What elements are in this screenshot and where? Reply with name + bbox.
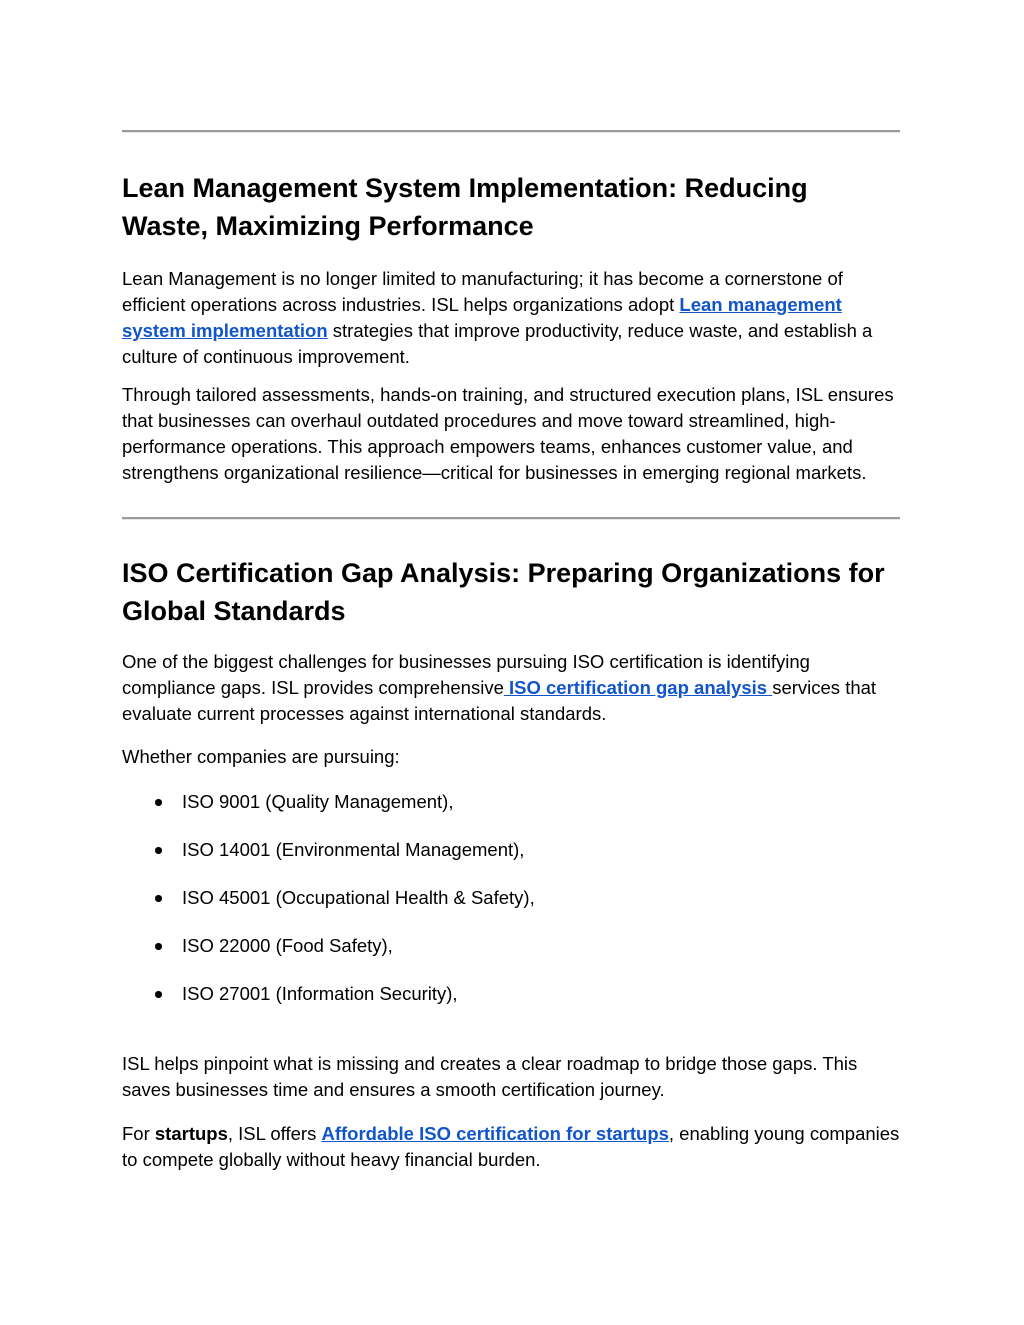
list-item [122, 933, 900, 959]
link-lean-management-system-implementation[interactable]: Lean management system implementation [122, 294, 842, 341]
section1-para1 [122, 266, 900, 370]
iso-standards-list [122, 789, 900, 1007]
para-text: For [122, 1123, 155, 1144]
list-item-label: ISO 9001 (Quality Management), [182, 791, 454, 812]
para-text: , ISL offers [227, 1123, 322, 1144]
para-text: Lean Management is no longer limited to manufacturing; it has become a cornerstone of efficient operations across industries. ISL helps organizations adopt [122, 268, 843, 315]
section-divider [122, 517, 900, 520]
list-item [122, 837, 900, 863]
section2-para4 [122, 1121, 900, 1173]
list-item-label: ISO 22000 (Food Safety), [182, 935, 393, 956]
link-iso-certification-gap-analysis[interactable]: ISO certification gap analysis [503, 677, 773, 698]
bullet-icon [155, 895, 162, 902]
para-text: One of the biggest challenges for businesses pursuing ISO certification is identifying compliance gaps. ISL provides comprehensive [122, 651, 810, 698]
bullet-icon [155, 943, 162, 950]
link-affordable-iso-certification-for-startups[interactable]: Affordable ISO certification for startups [321, 1123, 669, 1144]
list-item [122, 981, 900, 1007]
bullet-icon [155, 799, 162, 806]
list-item-label: ISO 27001 (Information Security), [182, 983, 458, 1004]
section1-para2: Through tailored assessments, hands-on training, and structured execution plans, ISL ensures that businesses can overhaul outdated procedures and move toward streamlined, high-performance operations. This approach empowers teams, enhances customer value, and strengthens organizational resilience—critical for businesses in emerging regional markets. [122, 384, 894, 483]
para-text: , enabling young companies to compete globally without heavy financial burden. [122, 1123, 900, 1170]
list-item-label: ISO 14001 (Environmental Management), [182, 839, 525, 860]
section2-heading: ISO Certification Gap Analysis: Preparing Organizations for Global Standards [122, 558, 885, 626]
list-item [122, 789, 900, 815]
section1-heading: Lean Management System Implementation: Reducing Waste, Maximizing Performance [122, 173, 808, 241]
whether-pursuing-text: Whether companies are pursuing: [122, 746, 400, 767]
list-item [122, 885, 900, 911]
startups-bold-text: startups [154, 1123, 228, 1144]
list-item-label: ISO 45001 (Occupational Health & Safety), [182, 887, 535, 908]
section-divider [122, 130, 900, 133]
section2-para1 [122, 649, 900, 727]
bullet-icon [155, 991, 162, 998]
bullet-icon [155, 847, 162, 854]
section2-para3: ISL helps pinpoint what is missing and creates a clear roadmap to bridge those gaps. This saves businesses time and ensures a smooth certification journey. [122, 1053, 858, 1100]
para-text: services that evaluate current processes against international standards. [122, 677, 877, 724]
para-text: strategies that improve productivity, reduce waste, and establish a culture of continuous improvement. [122, 320, 873, 367]
